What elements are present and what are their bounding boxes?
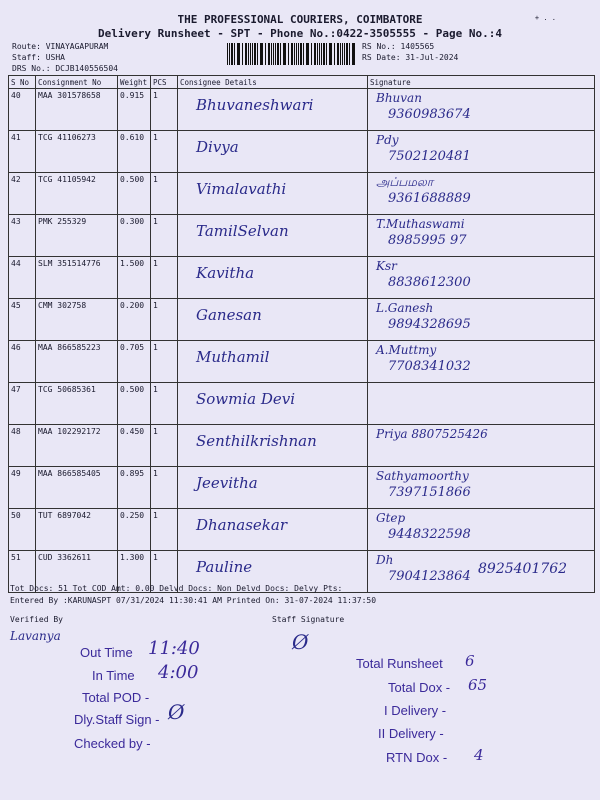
consignee-name: Dhanasekar <box>196 516 288 534</box>
phone-number: 9894328695 <box>388 317 471 332</box>
staff-signature-scrawl: Ø <box>292 630 309 654</box>
row-consignee-cell <box>178 341 368 383</box>
phone-number: 9361688889 <box>388 191 471 206</box>
row-pcs: 1 <box>151 89 178 131</box>
row-weight: 0.500 <box>118 173 151 215</box>
consignee-name: TamilSelvan <box>196 222 289 240</box>
phone-number: 9448322598 <box>388 527 471 542</box>
table-row <box>9 89 595 131</box>
total-pod-label: Total POD - <box>82 690 150 705</box>
row-signature-cell <box>368 509 595 551</box>
row-weight: 0.300 <box>118 215 151 257</box>
row-consignee-cell <box>178 131 368 173</box>
in-time-value: 4:00 <box>158 662 199 683</box>
phone-number: 7502120481 <box>388 149 471 164</box>
i-delivery-label: I Delivery - <box>384 703 447 718</box>
rs-number: RS No.: 1405565 <box>362 42 435 51</box>
row-consignment-no: MAA 301578658 <box>36 89 118 131</box>
row-pcs: 1 <box>151 551 178 593</box>
signature-scrawl: அப்பமலா <box>376 175 434 189</box>
col-consignment: Consignment No <box>36 76 118 89</box>
phone-number: 7904123864 <box>388 569 471 584</box>
verified-by-label: Verified By <box>10 615 63 624</box>
out-time-label: Out Time <box>80 645 133 660</box>
row-consignee-cell <box>178 89 368 131</box>
table-header-row <box>9 76 595 89</box>
runsheet-table <box>8 75 595 593</box>
row-signature-cell <box>368 467 595 509</box>
row-weight: 1.500 <box>118 257 151 299</box>
barcode-icon <box>227 43 355 65</box>
signature-scrawl: Priya 8807525426 <box>376 427 488 441</box>
signature-scrawl: Gtep <box>376 511 406 525</box>
row-signature-cell <box>368 257 595 299</box>
phone-number: 9360983674 <box>388 107 471 122</box>
row-weight: 0.200 <box>118 299 151 341</box>
row-signature-cell <box>368 89 595 131</box>
entered-line: Entered By :KARUNASPT 07/31/2024 11:30:41 AM Printed On: 31-07-2024 11:37:50 <box>10 596 377 605</box>
consignee-name: Kavitha <box>196 264 255 282</box>
table-row <box>9 173 595 215</box>
drs-label: DRS No.: DCJB140556504 <box>12 64 118 73</box>
row-consignment-no: TCG 41105942 <box>36 173 118 215</box>
page-subtitle: Delivery Runsheet - SPT - Phone No.:0422-3505555 - Page No.:4 <box>98 27 502 40</box>
table-row <box>9 299 595 341</box>
rtn-dox-label: RTN Dox - <box>386 750 448 765</box>
total-dox-label: Total Dox - <box>388 680 451 695</box>
row-pcs: 1 <box>151 173 178 215</box>
row-sno: 44 <box>9 257 36 299</box>
row-pcs: 1 <box>151 425 178 467</box>
row-weight: 0.500 <box>118 383 151 425</box>
col-consignee: Consignee Details <box>178 76 368 89</box>
signature-scrawl: Bhuvan <box>376 91 422 105</box>
signature-scrawl: Dh <box>376 553 394 567</box>
row-weight: 1.300 <box>118 551 151 593</box>
verifier-name: Lavanya <box>10 629 61 643</box>
table-row <box>9 383 595 425</box>
row-pcs: 1 <box>151 467 178 509</box>
row-consignee-cell <box>178 383 368 425</box>
row-weight: 0.450 <box>118 425 151 467</box>
row-consignee-cell <box>178 215 368 257</box>
row-pcs: 1 <box>151 341 178 383</box>
row-signature-cell <box>368 341 595 383</box>
route-label: Route: VINAYAGAPURAM <box>12 42 109 51</box>
row-consignment-no: CMM 302758 <box>36 299 118 341</box>
out-time-value: 11:40 <box>148 638 200 659</box>
row-sno: 45 <box>9 299 36 341</box>
row-signature-cell <box>368 425 595 467</box>
total-runsheet-label: Total Runsheet <box>356 656 443 671</box>
row-weight: 0.705 <box>118 341 151 383</box>
row-consignment-no: CUD 3362611 <box>36 551 118 593</box>
table-row <box>9 131 595 173</box>
row-weight: 0.915 <box>118 89 151 131</box>
table-row <box>9 425 595 467</box>
row-signature-cell <box>368 215 595 257</box>
row-consignee-cell <box>178 299 368 341</box>
row-signature-cell <box>368 551 595 593</box>
row-signature-cell <box>368 173 595 215</box>
row-sno: 42 <box>9 173 36 215</box>
staff-signature-label: Staff Signature <box>272 615 345 624</box>
row-consignment-no: TCG 50685361 <box>36 383 118 425</box>
row-consignment-no: PMK 255329 <box>36 215 118 257</box>
row-sno: 49 <box>9 467 36 509</box>
signature-scrawl: Sathyamoorthy <box>376 469 469 483</box>
row-consignment-no: MAA 866585405 <box>36 467 118 509</box>
phone-number: 7708341032 <box>388 359 471 374</box>
total-runsheet-value: 6 <box>465 652 475 670</box>
col-weight: Weight <box>118 76 151 89</box>
total-dox-value: 65 <box>468 676 488 694</box>
row-sno: 46 <box>9 341 36 383</box>
row-consignee-cell <box>178 173 368 215</box>
totals-line: Tot Docs: 51 Tot COD Amt: 0.00 Delvd Docs: Non Delvd Docs: Delvy Pts: <box>10 584 343 593</box>
row-consignee-cell <box>178 509 368 551</box>
table-row <box>9 467 595 509</box>
table-row <box>9 509 595 551</box>
row-consignee-cell <box>178 467 368 509</box>
table-row <box>9 341 595 383</box>
row-sno: 50 <box>9 509 36 551</box>
consignee-name: Bhuvaneshwari <box>196 96 314 114</box>
row-pcs: 1 <box>151 257 178 299</box>
row-consignment-no: TCG 41106273 <box>36 131 118 173</box>
consignee-name: Ganesan <box>196 306 262 324</box>
consignee-name: Divya <box>196 138 239 156</box>
consignee-name: Vimalavathi <box>196 180 287 198</box>
row-weight: 0.250 <box>118 509 151 551</box>
row-weight: 0.895 <box>118 467 151 509</box>
dly-staff-signature-scrawl: Ø <box>168 700 185 724</box>
page-title: THE PROFESSIONAL COURIERS, COIMBATORE <box>177 13 423 26</box>
phone-number: 8985995 97 <box>388 233 467 248</box>
phone-number: 8838612300 <box>388 275 471 290</box>
row-pcs: 1 <box>151 299 178 341</box>
row-pcs: 1 <box>151 215 178 257</box>
consignee-name: Muthamil <box>196 348 270 366</box>
row-consignment-no: MAA 866585223 <box>36 341 118 383</box>
row-consignment-no: SLM 351514776 <box>36 257 118 299</box>
row-sno: 48 <box>9 425 36 467</box>
col-pcs: PCS <box>151 76 178 89</box>
row-signature-cell <box>368 299 595 341</box>
staff-label: Staff: USHA <box>12 53 65 62</box>
row-pcs: 1 <box>151 131 178 173</box>
row-consignee-cell <box>178 257 368 299</box>
checked-by-label: Checked by - <box>74 736 151 751</box>
phone-number-alt: 8925401762 <box>478 561 568 577</box>
dly-staff-sign-label: Dly.Staff Sign - <box>74 712 160 727</box>
table-row <box>9 215 595 257</box>
signature-scrawl: Pdy <box>376 133 399 147</box>
row-consignment-no: MAA 102292172 <box>36 425 118 467</box>
corner-mark: + . . <box>534 14 556 22</box>
row-signature-cell <box>368 383 595 425</box>
row-sno: 51 <box>9 551 36 593</box>
table-row <box>9 257 595 299</box>
consignee-name: Sowmia Devi <box>196 390 296 408</box>
phone-number: 7397151866 <box>388 485 471 500</box>
col-signature: Signature <box>368 76 595 89</box>
in-time-label: In Time <box>92 668 135 683</box>
row-pcs: 1 <box>151 509 178 551</box>
row-weight: 0.610 <box>118 131 151 173</box>
signature-scrawl: T.Muthaswami <box>376 217 465 231</box>
row-sno: 40 <box>9 89 36 131</box>
row-consignment-no: TUT 6897042 <box>36 509 118 551</box>
row-sno: 41 <box>9 131 36 173</box>
ii-delivery-label: II Delivery - <box>378 726 444 741</box>
consignee-name: Jeevitha <box>196 474 258 492</box>
signature-scrawl: A.Muttmy <box>376 343 437 357</box>
row-consignee-cell <box>178 425 368 467</box>
signature-scrawl: Ksr <box>376 259 397 273</box>
row-sno: 43 <box>9 215 36 257</box>
row-sno: 47 <box>9 383 36 425</box>
col-sno: S No <box>9 76 36 89</box>
rs-date: RS Date: 31-Jul-2024 <box>362 53 459 62</box>
rtn-dox-value: 4 <box>474 746 484 764</box>
row-pcs: 1 <box>151 383 178 425</box>
signature-scrawl: L.Ganesh <box>376 301 434 315</box>
row-signature-cell <box>368 131 595 173</box>
consignee-name: Pauline <box>196 558 253 576</box>
consignee-name: Senthilkrishnan <box>196 432 317 450</box>
